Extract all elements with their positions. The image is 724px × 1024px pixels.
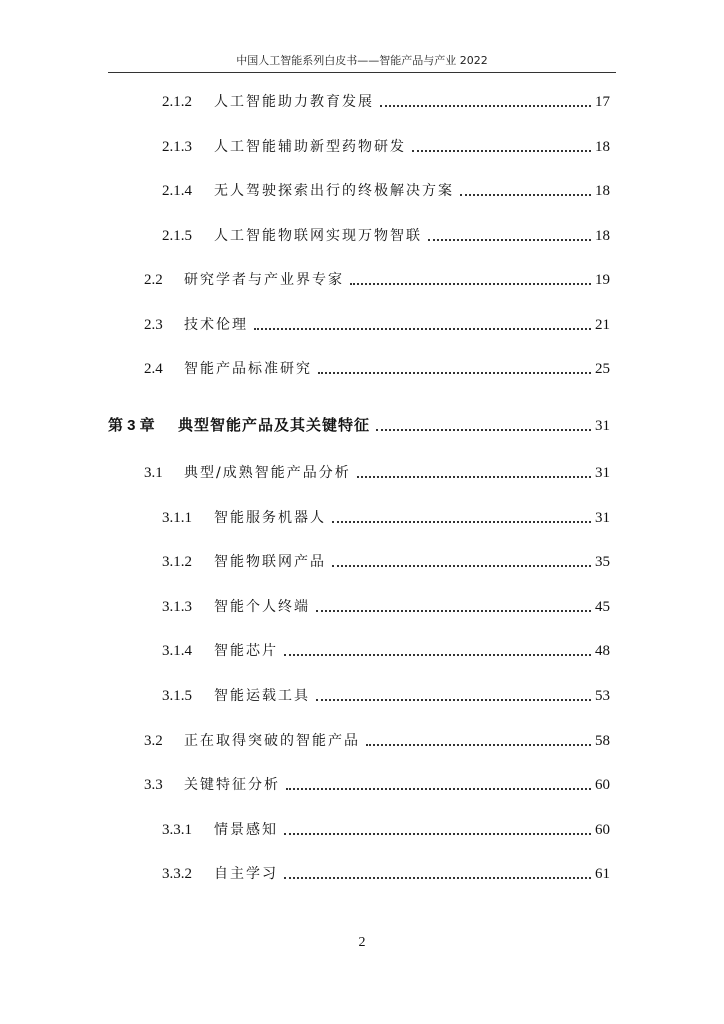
toc-leader — [284, 877, 591, 879]
toc-number: 3.3 — [144, 777, 163, 793]
toc-number: 3.3.2 — [162, 866, 192, 882]
toc-leader — [316, 699, 591, 701]
toc-entry-2-1-4[interactable] — [162, 177, 610, 201]
toc-title: 情景感知 — [214, 822, 278, 838]
toc-leader — [412, 150, 591, 152]
toc-entry-3-3[interactable] — [144, 771, 610, 795]
toc-leader — [460, 194, 591, 196]
toc-title: 智能运载工具 — [214, 688, 310, 704]
toc-entry-3-2[interactable] — [144, 727, 610, 751]
toc-number: 3.2 — [144, 733, 163, 749]
toc-entry-3-3-2[interactable] — [162, 860, 610, 884]
toc-number: 第 3 章 — [108, 417, 155, 434]
toc-entry-2-1-3[interactable] — [162, 133, 610, 157]
toc-number: 3.3.1 — [162, 822, 192, 838]
toc-number: 2.1.5 — [162, 228, 192, 244]
toc-page: 18 — [595, 228, 610, 244]
toc-leader — [254, 328, 591, 330]
toc-page: 17 — [595, 94, 610, 110]
toc-number: 2.1.2 — [162, 94, 192, 110]
toc-title: 研究学者与产业界专家 — [184, 272, 344, 288]
toc-entry-2-1-2[interactable] — [162, 88, 610, 112]
toc-title: 智能服务机器人 — [214, 510, 326, 526]
toc-entry-2-3[interactable] — [144, 311, 610, 335]
toc-page: 19 — [595, 272, 610, 288]
toc-number: 2.3 — [144, 317, 163, 333]
toc-title: 智能个人终端 — [214, 599, 310, 615]
toc-leader — [380, 105, 591, 107]
toc-entry-2-2[interactable] — [144, 266, 610, 290]
toc-page: 25 — [595, 361, 610, 377]
toc-entry-chapter-3[interactable] — [108, 412, 610, 436]
toc-entry-3-1-4[interactable] — [162, 637, 610, 661]
header-rule — [108, 72, 616, 73]
toc-title: 人工智能助力教育发展 — [214, 94, 374, 110]
toc-title: 关键特征分析 — [184, 777, 280, 793]
toc-page: 58 — [595, 733, 610, 749]
toc-page: 31 — [595, 418, 610, 434]
toc-entry-3-1-2[interactable] — [162, 548, 610, 572]
toc-leader — [332, 565, 591, 567]
toc-entry-3-3-1[interactable] — [162, 816, 610, 840]
toc-page: 45 — [595, 599, 610, 615]
toc-entry-3-1-3[interactable] — [162, 593, 610, 617]
toc-number: 3.1.2 — [162, 554, 192, 570]
toc-leader — [366, 744, 591, 746]
toc-title: 智能产品标准研究 — [184, 361, 312, 377]
toc-page: 21 — [595, 317, 610, 333]
toc-entry-3-1-5[interactable] — [162, 682, 610, 706]
toc-page: 48 — [595, 643, 610, 659]
toc-leader — [284, 833, 591, 835]
toc-page: 35 — [595, 554, 610, 570]
toc-title: 典型智能产品及其关键特征 — [178, 417, 371, 434]
toc-number: 2.1.3 — [162, 139, 192, 155]
toc-number: 3.1.5 — [162, 688, 192, 704]
toc-page: 18 — [595, 183, 610, 199]
toc-page: 18 — [595, 139, 610, 155]
toc-page: 60 — [595, 777, 610, 793]
toc-title: 无人驾驶探索出行的终极解决方案 — [214, 183, 454, 199]
toc-leader — [357, 476, 591, 478]
toc-title: 智能芯片 — [214, 643, 278, 659]
running-header: 中国人工智能系列白皮书——智能产品与产业 2022 — [236, 54, 488, 67]
toc-leader — [284, 654, 591, 656]
toc-page: 60 — [595, 822, 610, 838]
toc-title: 自主学习 — [214, 866, 278, 882]
toc-title: 人工智能物联网实现万物智联 — [214, 228, 422, 244]
toc-number: 2.1.4 — [162, 183, 192, 199]
toc-number: 2.4 — [144, 361, 163, 377]
toc-page: 61 — [595, 866, 610, 882]
toc-leader — [376, 429, 591, 431]
toc-title: 人工智能辅助新型药物研发 — [214, 139, 406, 155]
page-number: 2 — [358, 935, 366, 950]
toc-entry-3-1[interactable] — [144, 459, 610, 483]
toc-leader — [350, 283, 591, 285]
toc-number: 2.2 — [144, 272, 163, 288]
toc-number: 3.1 — [144, 465, 163, 481]
toc-number: 3.1.4 — [162, 643, 192, 659]
toc-title: 正在取得突破的智能产品 — [184, 733, 360, 749]
toc-leader — [316, 610, 591, 612]
toc-entry-3-1-1[interactable] — [162, 504, 610, 528]
toc-title: 典型/成熟智能产品分析 — [184, 465, 351, 481]
toc-number: 3.1.3 — [162, 599, 192, 615]
toc-page: 53 — [595, 688, 610, 704]
toc-leader — [286, 788, 591, 790]
toc-entry-2-1-5[interactable] — [162, 222, 610, 246]
toc-title: 技术伦理 — [184, 317, 248, 333]
toc-page: 31 — [595, 465, 610, 481]
toc-leader — [318, 372, 591, 374]
toc-entry-2-4[interactable] — [144, 355, 610, 379]
toc-title: 智能物联网产品 — [214, 554, 326, 570]
toc-number: 3.1.1 — [162, 510, 192, 526]
toc-page: 31 — [595, 510, 610, 526]
toc-leader — [428, 239, 591, 241]
toc-leader — [332, 521, 591, 523]
